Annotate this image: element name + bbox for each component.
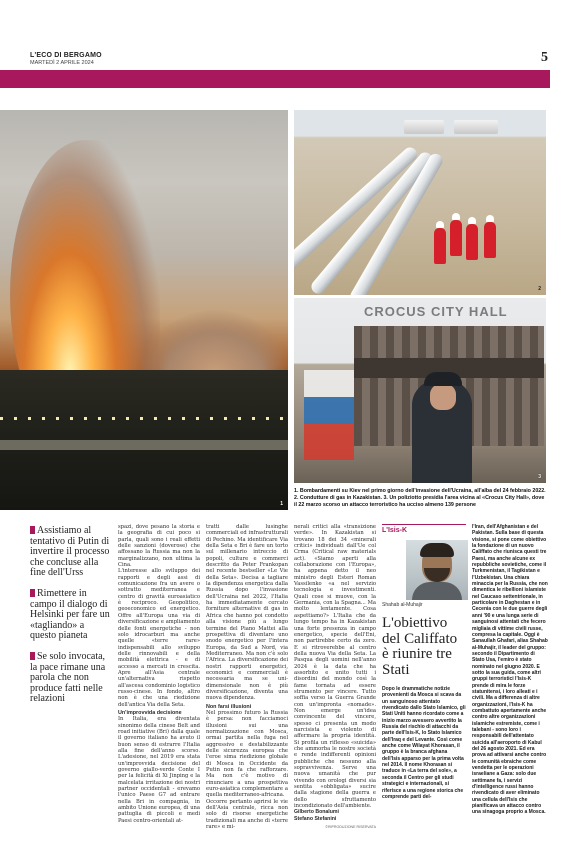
portrait-hair [420,543,454,557]
officer-cap [424,372,462,386]
article-column-1 [118,524,200,824]
pull-quote-text: Se solo invocata, la pace rimane una parola che non produce fatti nelle relazioni [30,651,106,704]
author-signature: Stefano Stefanini [294,815,337,822]
issue-date: MARTEDÌ 2 APRILE 2024 [30,60,94,66]
sidebar-isis-k [382,524,466,800]
worker-figure [450,220,462,256]
sidebar-lede: Dopo le drammatiche notizie provenienti da Mosca si scava da un sanguinoso attentato rivendicato dallo Stato Islamico, gli Stati Uniti hanno ricordato come a inizio marzo avessero avvertito la Russia del rischio di attacchi da parte dell'Isis-K, lo Stato Islamico dell'Iraq e del Levante. Così come anche come Wilayat Khorasan, il gruppo è la branca afghana dell'Isis apparso per la prima volta nel 2014. Il nome Khorasan si traduce in «La terra del sole», a seconda il Centro per gli studi strategici e internazionali, si riferisce a una regione storica che comprende parti del- [382,686,466,800]
caption-line: il 22 marzo scorso un attacco terroristico ha ucciso almeno 139 persone [294,502,476,508]
caption-line: 2. Condutture di gas in Kazakistan. 3. Un poliziotto presidia l'area vicina al «Crocus City Hall», dove [294,495,545,501]
paragraph: nerali critici alla «transizione verde». In Kazakistan si trovano 18 dei 34 «minerali critici» individuati dall'Ue col Crma (Critical raw materials act). «Siamo aperti alla collaborazione con l'Europa», ha appena detto il neo ministro degli Esteri Roman Vassilenko «a nel servizio tecnologia e investimenti. Quali cose si muove, con la Germania, con la Spagna... Ma molto lentamente. Cosa aspettiamo?» L'Italia che da lungo tempo ha in Kazakistan una forte presenza in campo energetico, specie dell'Eni, non partirebbe certo da zero. E si ritroverebbe al centro della nuova Via della Seta. La Pasqua degli uomini nell'anno 2024 è la data che ha assorbito e unito tutti i disordini del mondo così la fame tornata ad essere strumento per vincere. Tutto soffia verso la Guerra Grande con un'impronta «nomade». Non emerge un'idea convincente del vincere, spesso ci presenta un modo narcisista e violento di affermare la propria identità. Si profila un riflesso «suicida» che ammorba le nostre società e rende indifferenti opinioni pubbliche che nessuno alla sopravvivenza. Serve una nuova umanità che pur vivendo con orologi diversi sia sentita «obbligata» sucire dalla stagione della guerra e dello sfruttamento incondizionato dell'ambiente. [294,524,376,810]
subheading: Non farsi illusioni [206,703,252,710]
quote-marker [30,526,35,534]
paragraph: spazi, dove pesano la storia e la geografia di cui poco si parla, quali sono i reali effetti delle sanzioni (doverose) che affossano la Russia ma non la marginalizzano, non ultima la Cina. [118,524,200,569]
worker-figure [466,224,478,260]
quote-marker [30,589,35,597]
pull-quote [30,526,110,579]
article-column-2 [206,524,288,831]
officer-face [430,384,456,410]
article-column-3 [294,524,376,831]
portrait-body [412,582,462,600]
pull-quote [30,652,110,705]
section-band [0,70,550,88]
caption-line: 1. Bombardamenti su Kiev nel primo giorno dell'invasione dell'Ucraina, all'alba del 24 febbraio 2022. [294,488,546,494]
worker-figure [484,222,496,258]
photo-number-3: 3 [538,474,541,480]
photo-number-2: 2 [538,286,541,292]
photo-crocus-city-hall [294,298,546,483]
storage-tank [404,120,444,134]
paragraph: tratti dalle lusinghe commerciali ed infrastrutturali di Pechino. Ma identificare Via della Seta e Bri è fare un torto sul millenario intreccio di popoli, culture e commerci descritto da Peter Frankopan nel recente bestseller «Le Vie della Seta». Decisa a tagliare la dipendenza energetica dalla Russia dopo l'invasione dell'Ucraina nel 2022, l'Italia ha immediatamente cercato forniture alternative di gas in Africa che hanno poi condotto alla visione più a lungo termine del Piano Mattei alla prospettiva di diventare uno snodo energetico per l'intera Europa, da Sud a Nord, via Mediterraneo. Ma non c'è solo l'Africa. La diversificazione dei nostri rapporti energetici, economici e commerciali è necessaria ma se uni-dimensionale non è più diversificazione, diventa una nuova dipendenza. [206,524,288,702]
photo-gas-pipelines [294,110,546,295]
copyright-note: ©RIPRODUZIONE RISERVATA [325,825,376,830]
page-number: 5 [541,50,548,65]
portrait-photo [406,540,468,600]
masthead [30,52,102,66]
pull-quote-text: Assistiamo al tentativo di Putin di invertire il processo che concluse alla fine dell'Urss [30,525,110,578]
sidebar-column-2: l'Iran, dell'Afghanistan e del Pakistan. Sulla base di questa visione, si pone come obiettivo la fondazione di un nuovo Califfato che riunisca questi tre Paesi, ma anche alcune ex repubbliche sovietiche, come il Turkmenistan, il Tagikistan e l'Uzbekistan. Una chiara minaccia per la Russia, che non dimentica le ribellioni islamiste nel Caucaso settentrionale, in particolare in Daghestan e in Cecenia con le due guerre degli anni '90 e una lunga serie di sanguinosi attentati che fecero migliaia di vittime civili russe, compresa la capitale. Oggi è Sanaullah Ghafari, alias Shahab al-Muhajir, il leader del gruppo: secondo il Dipartimento di Stato Usa, l'emiro è stato nominato nel giugno 2020. E sotto la sua guida, come altri gruppi terroristici l'Isis-K prende di mira le forze statunitensi, i loro alleati e i civili. Ma a differenza di altre organizzazioni, l'Isis-K ha combattuto apertamente anche contro altre organizzazioni islamiche estremiste, come i talebani - sono loro i responsabili dell'attentato suicida all'aeroporto di Kabul del 26 agosto 2021. Ed era prova ad attivarsi anche contro le comunità ebraiche come vendetta per le operazioni israeliane a Gaza: solo due settimane fa, i servizi d'intelligence russi hanno rivendicato di aver eliminato una cellula dell'Isis che pianificava un attacco contro una sinagoga proprio a Mosca. [472,524,548,816]
quote-marker [30,652,35,660]
road [0,440,288,450]
paragraph: In Italia, era diventata sinonimo della cinese Belt and road initiative (Bri) dalla quale il governo italiano ha avuto il buon senso di estrarre l'Italia alla fine dell'anno scorso. L'adesione, nel 2019 era stata un'improvvida decisione del governo giallo-verde Conte I per la felicità di Xi Jinping e la malcelata irritazione dei nostri partner occidentali - erevamo l'unico Paese G7 ad entrare nella Bri in compagnia, in ambito Unione europea, di una pattuglia di piccoli e medi Paesi centro-orientali at- [118,716,200,824]
pull-quote [30,589,110,642]
portrait-caption: Shahab al-Muhajir [382,602,423,608]
paragraph: Nel prossimo futuro la Russia è persa: non facciamoci illusioni sui una normalizzazione con Mosca, ormai partita nella fuga nel aggressivo e destabilizzante delle sicurezza europea che l'eroe sima riedizione globale di Mosca in Occidente da Putin non fa che rafforzare. Ma non c'è motivo di rinunciare a una prospettiva euro-asiatica complementare a quella mediterraneo-africana. [206,709,288,799]
pull-quote-text: Rimettere in campo il dialogo di Helsinki per fare un «tagliando» a questo pianeta [30,588,110,641]
photo-number-1: 1 [280,501,283,507]
paragraph: Occorre pertanto aprirsi le vie dell'Asia centrale, ricca non solo di risorse energetiche tradizionali ma anche di «terre rare» e mi- [206,798,288,831]
subheading: Un'improvvida decisione [118,709,182,716]
paragraph: L'interesse allo sviluppo dei rapporti e degli assi di comunicazione fra un avere o sottratto mediterranea e centro di gravità euroasiatico è reciproco. Geopolitico, geoeconomico ed energetico. Offre all'Europa una via di diversificazione e ampliamento delle fonti energetiche - non solo idrocarburi ma anche quelle «terre rare» indispensabili allo sviluppo delle rinnovabili e della mobilità elettrica - e di accesso a mercati in crescita. Apre all'Asia centrale un'alternativa rispetto all'ascesa condominio logistico russo-cinese. In fondo, altro non è che una riedizione dell'antica Via della Seta. [118,568,200,708]
newspaper-name: L'ECO DI BERGAMO [30,52,102,59]
building-sign: CROCUS CITY HALL [364,304,508,319]
author-signature: Gilberto Bonalumi [294,809,339,816]
flags [304,370,354,460]
photo-caption [294,488,546,509]
storage-tank [454,120,498,134]
sidebar-headline: L'obiettivo del Califfato è riunire tre Stati [382,615,458,678]
photo-kiev-bombing [0,110,288,510]
sidebar-kicker: L'Isis-K [382,524,466,534]
worker-figure [434,228,446,264]
street-lights [0,417,288,420]
